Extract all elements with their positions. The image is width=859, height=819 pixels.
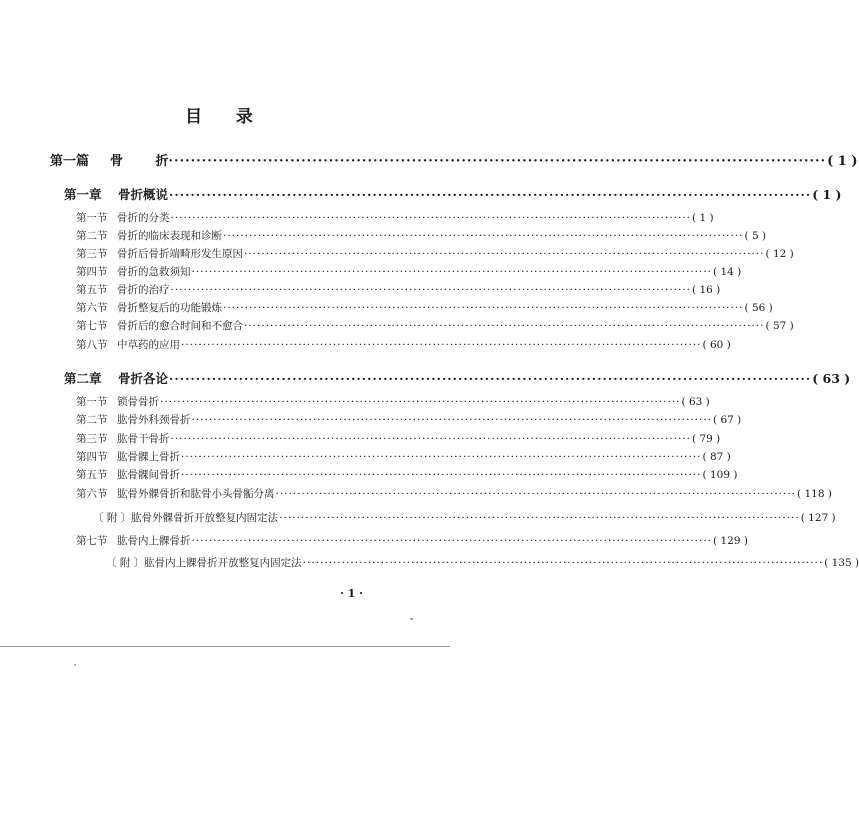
section-page: ( 14 ) xyxy=(713,266,742,278)
toc-section xyxy=(76,449,731,464)
section-label: 第一节 xyxy=(76,396,108,408)
section-page: ( 118 ) xyxy=(797,488,832,500)
section-page: ( 109 ) xyxy=(702,469,738,481)
section-page: ( 16 ) xyxy=(692,284,721,296)
section-title: 肱骨髁上骨折 xyxy=(117,451,180,463)
toc-section xyxy=(76,246,794,261)
chapter-label: 第一章 xyxy=(64,187,102,202)
section-title: 骨折整复后的功能锻炼 xyxy=(117,302,222,314)
section-title: 肱骨外科颈骨折 xyxy=(117,414,191,426)
section-title: 中草药的应用 xyxy=(117,339,180,351)
leader-dots: ························································································································ xyxy=(170,212,692,224)
leader-dots: ························································································································ xyxy=(302,557,824,569)
leader-dots: ························································································································ xyxy=(244,248,765,260)
section-page: ( 57 ) xyxy=(765,320,794,332)
appendix-title: 〔 附 〕肱骨内上髁骨折开放整复内固定法 xyxy=(106,557,302,569)
leader-dots: ························································································································ xyxy=(170,433,692,445)
scan-speck xyxy=(410,618,413,620)
page-edge-line xyxy=(0,646,450,647)
leader-dots: ························································································································ xyxy=(275,488,797,500)
section-label: 第五节 xyxy=(76,284,108,296)
toc-section xyxy=(76,318,794,333)
section-label: 第四节 xyxy=(76,266,108,278)
section-page: ( 63 ) xyxy=(681,396,710,408)
toc-chapter-2 xyxy=(64,369,851,387)
leader-dots: ························································································································ xyxy=(181,451,702,463)
section-label: 第七节 xyxy=(76,535,108,547)
section-title: 骨折的临床表现和诊断 xyxy=(117,230,222,242)
scan-speck xyxy=(74,664,76,666)
section-label: 第七节 xyxy=(76,320,108,332)
section-label: 第八节 xyxy=(76,339,108,351)
section-page: ( 60 ) xyxy=(702,339,731,351)
part-title: 骨 折 xyxy=(110,154,183,169)
leader-dots: ························································································································ xyxy=(169,371,812,386)
toc-section xyxy=(76,264,742,279)
section-label: 第二节 xyxy=(76,230,108,242)
section-title: 肱骨干骨折 xyxy=(117,433,170,445)
appendix-page: ( 135 ) xyxy=(824,557,859,569)
leader-dots: ························································································································ xyxy=(191,535,713,547)
toc-section xyxy=(76,394,710,409)
section-title: 骨折后的愈合时间和不愈合 xyxy=(117,320,243,332)
toc-section xyxy=(76,467,738,482)
toc-section xyxy=(76,337,731,352)
toc-section xyxy=(76,228,767,243)
leader-dots: ························································································································ xyxy=(163,154,827,169)
chapter-title: 骨折各论 xyxy=(118,371,169,386)
section-label: 第三节 xyxy=(76,248,108,260)
section-label: 第二节 xyxy=(76,414,108,426)
chapter-page: ( 1 ) xyxy=(812,187,842,202)
section-label: 第一节 xyxy=(76,212,108,224)
toc-chapter-1 xyxy=(64,185,842,203)
toc-section xyxy=(76,533,748,548)
section-page: ( 56 ) xyxy=(744,302,773,314)
toc-appendix xyxy=(106,555,859,570)
leader-dots: ························································································································ xyxy=(169,187,812,202)
section-label: 第四节 xyxy=(76,451,108,463)
section-title: 肱骨髁间骨折 xyxy=(117,469,180,481)
toc-section xyxy=(76,282,721,297)
part-label: 第一篇 xyxy=(50,154,90,169)
toc-section xyxy=(76,486,832,501)
leader-dots: ························································································································ xyxy=(181,469,702,481)
leader-dots: ························································································································ xyxy=(279,512,800,524)
section-page: ( 67 ) xyxy=(713,414,742,426)
section-page: ( 129 ) xyxy=(713,535,748,547)
toc-appendix xyxy=(93,510,836,525)
chapter-title: 骨折概说 xyxy=(118,187,169,202)
section-page: ( 1 ) xyxy=(692,212,714,224)
appendix-title: 〔 附 〕肱骨外髁骨折开放整复内固定法 xyxy=(93,512,279,524)
chapter-page: ( 63 ) xyxy=(812,371,851,386)
section-page: ( 12 ) xyxy=(765,248,794,260)
leader-dots: ························································································································ xyxy=(191,414,713,426)
section-page: ( 87 ) xyxy=(702,451,731,463)
section-label: 第六节 xyxy=(76,488,108,500)
toc-section xyxy=(76,300,773,315)
leader-dots: ························································································································ xyxy=(181,339,702,351)
leader-dots: ························································································································ xyxy=(223,302,744,314)
section-title: 骨折的治疗 xyxy=(117,284,170,296)
toc-part-1 xyxy=(50,150,858,169)
leader-dots: ························································································································ xyxy=(160,396,681,408)
section-page: ( 79 ) xyxy=(692,433,721,445)
appendix-page: ( 127 ) xyxy=(800,512,836,524)
section-label: 第三节 xyxy=(76,433,108,445)
section-title: 骨折的急救须知 xyxy=(117,266,191,278)
section-title: 锁骨骨折 xyxy=(117,396,159,408)
toc-section xyxy=(76,431,721,446)
part-page: ( 1 ) xyxy=(827,154,858,169)
toc-section xyxy=(76,210,714,225)
leader-dots: ························································································································ xyxy=(170,284,692,296)
leader-dots: ························································································································ xyxy=(223,230,744,242)
section-label: 第六节 xyxy=(76,302,108,314)
section-page: ( 5 ) xyxy=(744,230,767,242)
chapter-label: 第二章 xyxy=(64,371,102,386)
toc-title: 目 录 xyxy=(185,107,255,127)
leader-dots: ························································································································ xyxy=(244,320,765,332)
section-title: 肱骨外髁骨折和肱骨小头骨骺分离 xyxy=(117,488,275,500)
section-label: 第五节 xyxy=(76,469,108,481)
leader-dots: ························································································································ xyxy=(191,266,713,278)
section-title: 肱骨内上髁骨折 xyxy=(117,535,191,547)
section-title: 骨折的分类 xyxy=(117,212,170,224)
section-title: 骨折后骨折端畸形发生原因 xyxy=(117,248,243,260)
toc-section xyxy=(76,412,742,427)
page-number: · 1 · xyxy=(340,587,363,600)
